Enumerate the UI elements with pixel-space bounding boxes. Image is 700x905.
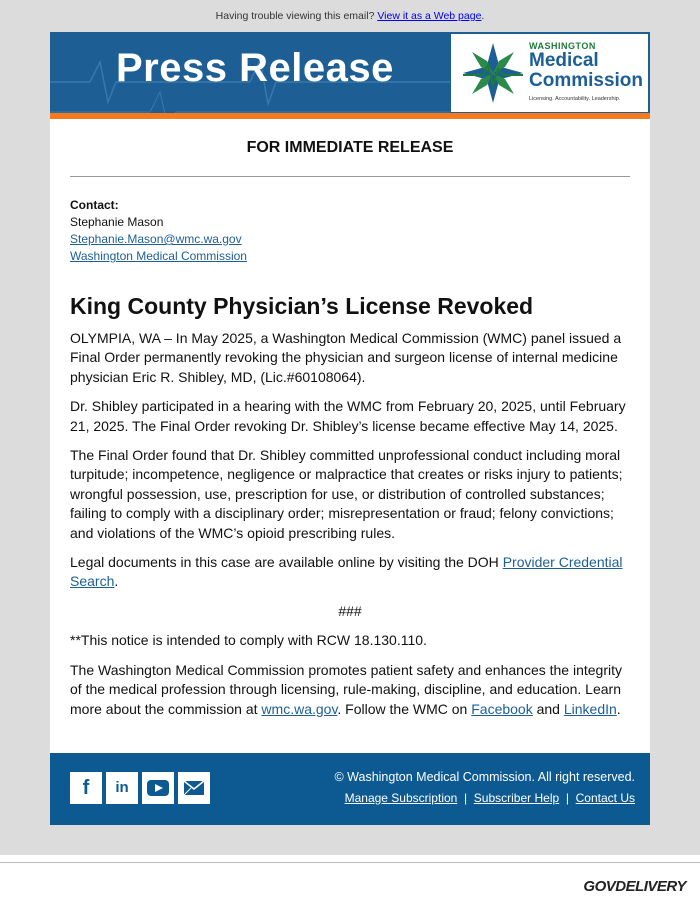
- divider: [70, 176, 630, 177]
- contact-name: Stephanie Mason: [70, 215, 164, 229]
- bottom-divider: [0, 862, 700, 863]
- paragraph-2: Dr. Shibley participated in a hearing with the WMC from February 20, 2025, until February 21, 2025. The Final Order revoking Dr. Shibley’s license became effective May 14, 2025.: [70, 398, 626, 434]
- linkedin-icon[interactable]: in: [106, 772, 138, 804]
- facebook-link[interactable]: Facebook: [471, 700, 533, 717]
- subscriber-help-link[interactable]: Subscriber Help: [473, 791, 560, 805]
- view-web-note: Having trouble viewing this email? View it as a Web page.: [215, 10, 485, 22]
- wmc-site-link[interactable]: wmc.wa.gov: [261, 700, 338, 717]
- contact-us-link[interactable]: Contact Us: [575, 791, 635, 805]
- orange-stripe: [50, 113, 650, 119]
- wmc-logo: [451, 34, 648, 112]
- logo-name: Medical Commission: [529, 50, 644, 91]
- logo-washington: WASHINGTON: [529, 41, 596, 51]
- headline: King County Physician’s License Revoked: [70, 293, 534, 319]
- press-release-banner: [50, 32, 650, 119]
- paragraph-5: **This notice is intended to comply with RCW 18.130.110.: [70, 632, 427, 649]
- manage-subscription-link[interactable]: Manage Subscription: [344, 791, 458, 805]
- copyright: © Washington Medical Commission. All right reserved.: [334, 770, 635, 784]
- paragraph-3: The Final Order found that Dr. Shibley committed unprofessional conduct including moral turpitude; incompetence, negligence or malpractice that creates or risks injury to patients; wrongful possession, use, prescription for use, or distribution of controlled substances; failing to comply with a disciplinary order; misrepresentation or fraud; felony convictions; and violations of the WMC’s opioid prescribing rules.: [70, 447, 623, 541]
- footer-links: Manage Subscription | Subscriber Help | Contact Us: [344, 791, 635, 805]
- view-web-link[interactable]: View it as a Web page: [377, 10, 482, 22]
- linkedin-link[interactable]: LinkedIn: [563, 700, 617, 717]
- govdelivery-logo: GOVDELIVERY: [583, 878, 686, 895]
- youtube-glyph: [142, 772, 174, 804]
- contact-block: [70, 197, 247, 265]
- paragraph-4: Legal documents in this case are available online by visiting the DOH Provider Credential Search.: [70, 554, 623, 590]
- contact-email-link[interactable]: Stephanie.Mason@wmc.wa.gov: [70, 232, 242, 246]
- youtube-icon[interactable]: [142, 772, 174, 804]
- contact-label: Contact:: [70, 198, 119, 212]
- paragraph-6: The Washington Medical Commission promotes patient safety and enhances the integrity of the medical profession through licensing, rule-making, discipline, and education. Learn more about the commission at wmc.wa.gov. Follow the WMC on Facebook and LinkedIn.: [70, 661, 622, 717]
- email-card: [50, 32, 650, 825]
- footer: [50, 753, 650, 825]
- email-icon[interactable]: [178, 772, 210, 804]
- paragraph-1: OLYMPIA, WA – In May 2025, a Washington Medical Commission (WMC) panel issued a Final Order permanently revoking the physician and surgeon license of internal medicine physician Eric R. Shibley, MD, (Lic.#60108064).: [70, 330, 622, 385]
- logo-tagline: Licensing. Accountability. Leadership.: [529, 96, 621, 102]
- star-logo-icon: [463, 43, 523, 103]
- end-marker: ###: [338, 602, 362, 619]
- envelope-glyph: [178, 772, 210, 804]
- facebook-icon[interactable]: f: [70, 772, 102, 804]
- contact-org-link[interactable]: Washington Medical Commission: [70, 249, 247, 263]
- banner-title: Press Release: [116, 46, 394, 90]
- release-body: [70, 329, 630, 729]
- immediate-release-heading: FOR IMMEDIATE RELEASE: [246, 139, 454, 156]
- provider-credential-link[interactable]: Provider Credential Search: [70, 554, 623, 590]
